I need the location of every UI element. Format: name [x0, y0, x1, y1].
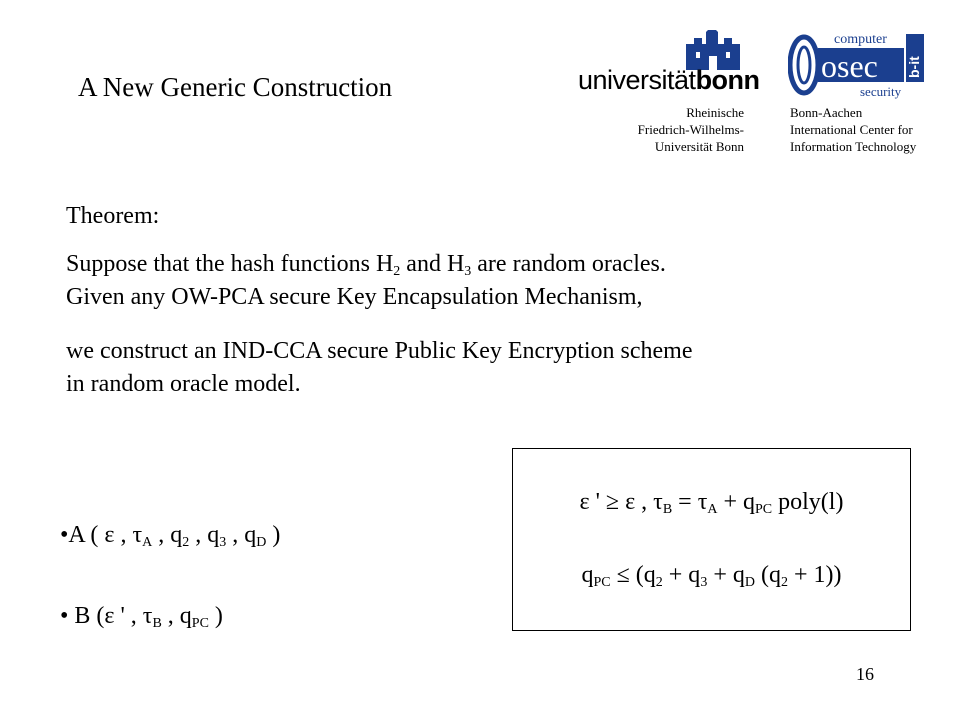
- cosec-emblem-icon: [788, 30, 928, 100]
- advantage-bound: ε ' ≥ ε , $\tau_B = \tau_A + q_{PC}$ poly(l): [579, 489, 844, 517]
- theorem-line-3: we construct an IND-CCA secure Public Key Encryption scheme: [66, 338, 693, 364]
- bonn-subtitle: Rheinische Friedrich-Wilhelms- Universität Bonn: [637, 105, 744, 154]
- bounds-box: [512, 448, 911, 631]
- university-bonn-logo: [578, 30, 760, 154]
- bullet-adversary-b: • B (ε ' , $\tau_B$ , $q_{PC}$ ): [60, 603, 223, 631]
- svg-text:computer: computer: [834, 32, 887, 47]
- theorem-line-1: Suppose that the hash functions $H_2$ and $H_3$ are random oracles.: [66, 251, 666, 279]
- theorem-line-4: in random oracle model.: [66, 371, 301, 397]
- bullet-adversary-a: •A ( ε , $\tau_A$ , $q_2$ , $q_3$ , $q_D$ ): [60, 522, 281, 550]
- svg-text:b-it: b-it: [906, 56, 922, 78]
- bonn-wordmark: universitätbonn: [578, 65, 760, 95]
- query-bound: $q_{PC} \le (q_2 + q_3 + q_D$ $(q_2 + 1)$): [581, 562, 842, 590]
- svg-text:osec: osec: [821, 48, 878, 84]
- svg-text:security: security: [860, 84, 902, 99]
- theorem-paragraph-1: [66, 248, 666, 314]
- castle-icon: [684, 30, 742, 70]
- cosec-subtitle: Bonn-Aachen International Center for Information Technology: [790, 105, 917, 154]
- page-number: 16: [856, 664, 874, 684]
- theorem-paragraph-2: [66, 335, 693, 401]
- slide-title: A New Generic Construction: [78, 72, 393, 102]
- theorem-line-2: Given any OW-PCA secure Key Encapsulation Mechanism,: [66, 284, 643, 310]
- cosec-logo: [788, 30, 938, 154]
- theorem-label: Theorem:: [66, 203, 160, 229]
